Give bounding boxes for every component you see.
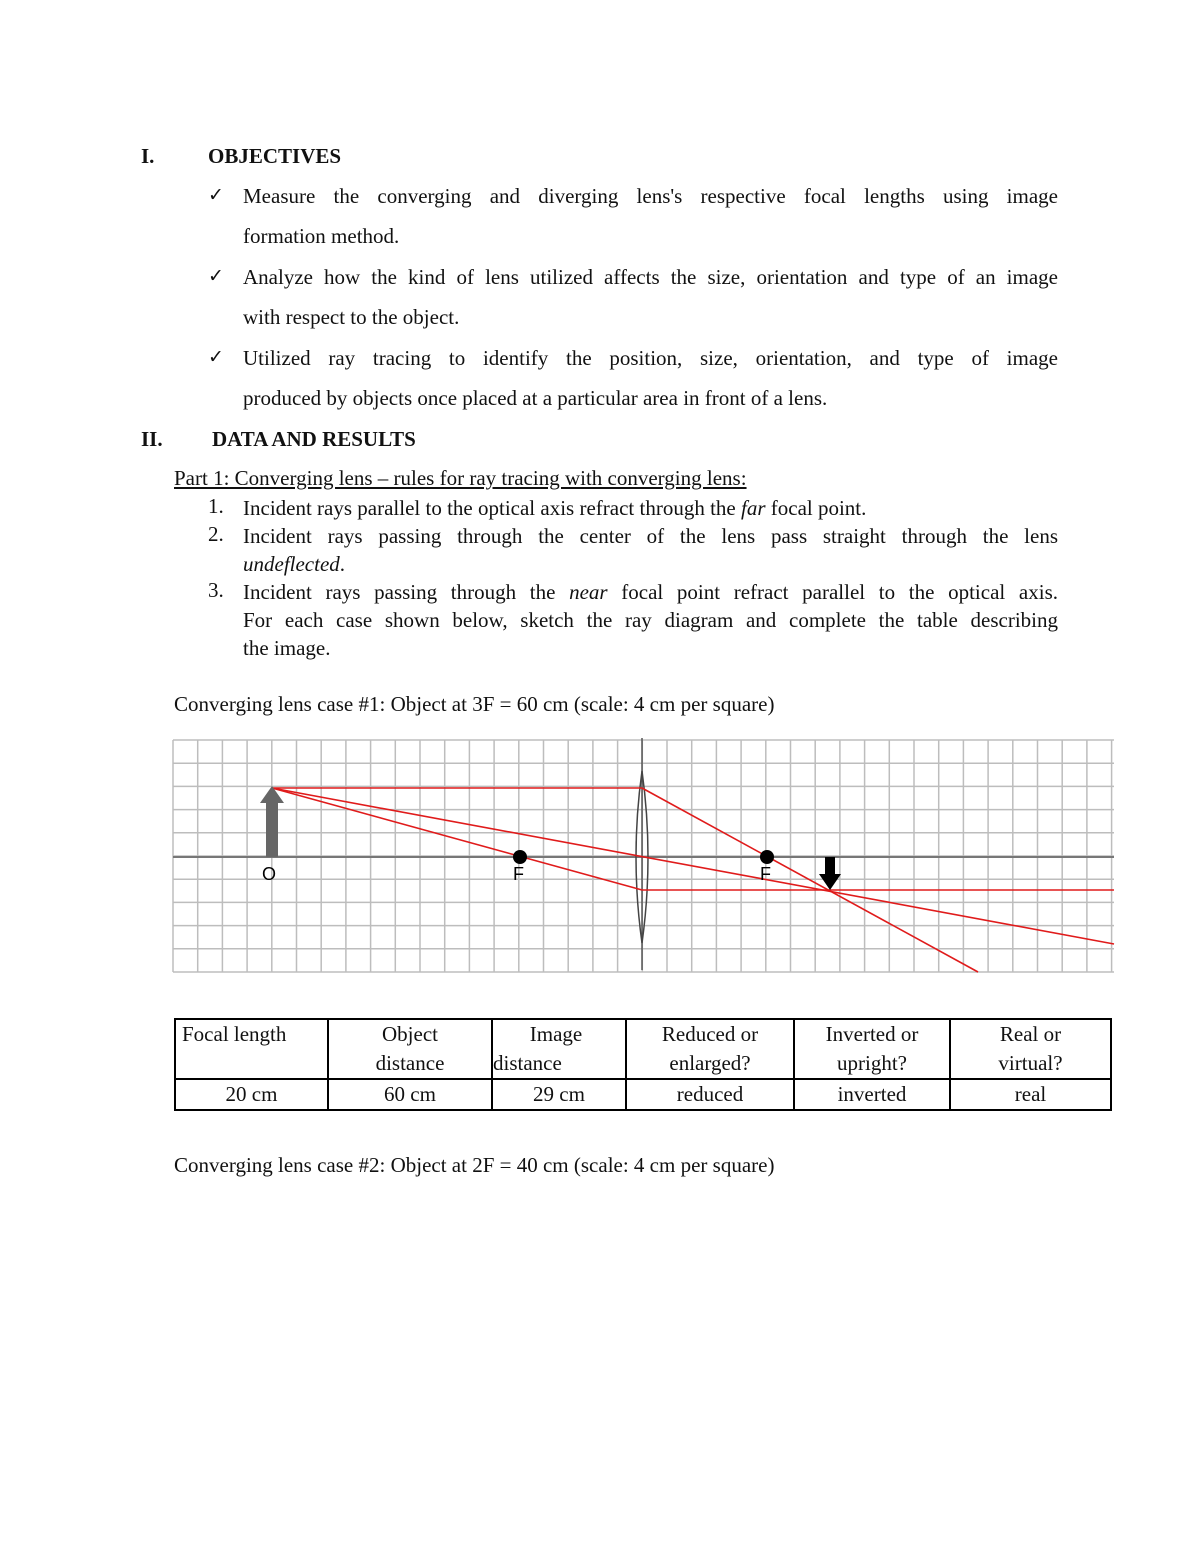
objective-line: Utilized ray tracing to identify the position, size, orientation, and type of image	[243, 346, 1058, 370]
value-size: reduced	[626, 1079, 794, 1110]
focal-point-right	[760, 850, 774, 864]
table-row	[175, 1079, 1111, 1110]
rule-text: .	[339, 552, 346, 576]
value-orientation: inverted	[794, 1079, 950, 1110]
object-arrow	[260, 786, 284, 857]
header-text: distance	[375, 1051, 445, 1075]
header-text: upright?	[837, 1051, 907, 1075]
header-text: Object	[382, 1022, 438, 1046]
objective-line: with respect to the object.	[243, 305, 460, 329]
rule-text: focal point.	[765, 496, 867, 520]
rule-text: Incident rays parallel to the optical axis refract through the	[243, 496, 741, 520]
part-heading: Part 1: Converging lens – rules for ray tracing with converging lens:	[174, 466, 747, 490]
value-type: real	[950, 1079, 1111, 1110]
header-cell	[175, 1019, 328, 1079]
header-text: Reduced or	[661, 1022, 759, 1046]
focal-label-right: F	[760, 864, 771, 884]
section-number-data: II.	[141, 427, 163, 451]
header-text: Image	[529, 1022, 583, 1046]
objective-line: formation method.	[243, 224, 400, 248]
checkmark-icon: ✓	[208, 346, 224, 368]
value-focal-length: 20 cm	[175, 1079, 328, 1110]
case-caption: Converging lens case #2: Object at 2F = 40 cm (scale: 4 cm per square)	[174, 1153, 775, 1177]
header-text: enlarged?	[669, 1051, 751, 1075]
header-cell	[794, 1019, 950, 1079]
rule-emphasis: near	[569, 580, 608, 604]
header-text: virtual?	[998, 1051, 1063, 1075]
rule-text: Incident rays passing through the	[243, 580, 570, 604]
section-number-objectives: I.	[141, 144, 155, 168]
checkmark-icon: ✓	[208, 265, 224, 287]
objective-line: Measure the converging and diverging lens's respective focal lengths using image	[243, 184, 1058, 208]
focal-point-left	[513, 850, 527, 864]
focal-label-left: F	[513, 864, 524, 884]
objective-line: Analyze how the kind of lens utilized affects the size, orientation and type of an image	[243, 265, 1058, 289]
rule-number: 1.	[208, 494, 224, 518]
rule-text: For each case shown below, sketch the ray diagram and complete the table describing	[243, 608, 1058, 632]
rule-number: 2.	[208, 522, 224, 546]
header-text: Focal length	[182, 1022, 287, 1046]
rule-emphasis: far	[740, 496, 766, 520]
header-cell	[492, 1019, 626, 1079]
header-text: distance	[493, 1051, 562, 1075]
rule-text: focal point refract parallel to the optical axis.	[607, 580, 1058, 604]
header-cell	[626, 1019, 794, 1079]
header-text: Real or	[999, 1022, 1062, 1046]
image-arrow	[819, 857, 841, 890]
header-text: Inverted or	[825, 1022, 919, 1046]
object-label: O	[262, 864, 277, 884]
rule-emphasis: undeflected	[243, 552, 340, 576]
rule-number: 3.	[208, 578, 224, 602]
results-table	[174, 1018, 1112, 1111]
value-image-distance: 29 cm	[492, 1079, 626, 1110]
header-cell	[328, 1019, 492, 1079]
header-cell	[950, 1019, 1111, 1079]
checkmark-icon: ✓	[208, 184, 224, 206]
table-header-row	[175, 1019, 1111, 1079]
rule-text: the image.	[243, 636, 331, 660]
section-title-data: DATA AND RESULTS	[212, 427, 416, 451]
case-caption: Converging lens case #1: Object at 3F = 60 cm (scale: 4 cm per square)	[174, 692, 775, 716]
rule-text: Incident rays passing through the center of the lens pass straight through the lens	[243, 524, 1058, 548]
value-object-distance: 60 cm	[328, 1079, 492, 1110]
objective-line: produced by objects once placed at a particular area in front of a lens.	[243, 386, 828, 410]
ray-focal	[272, 788, 642, 890]
section-title-objectives: OBJECTIVES	[208, 144, 342, 168]
